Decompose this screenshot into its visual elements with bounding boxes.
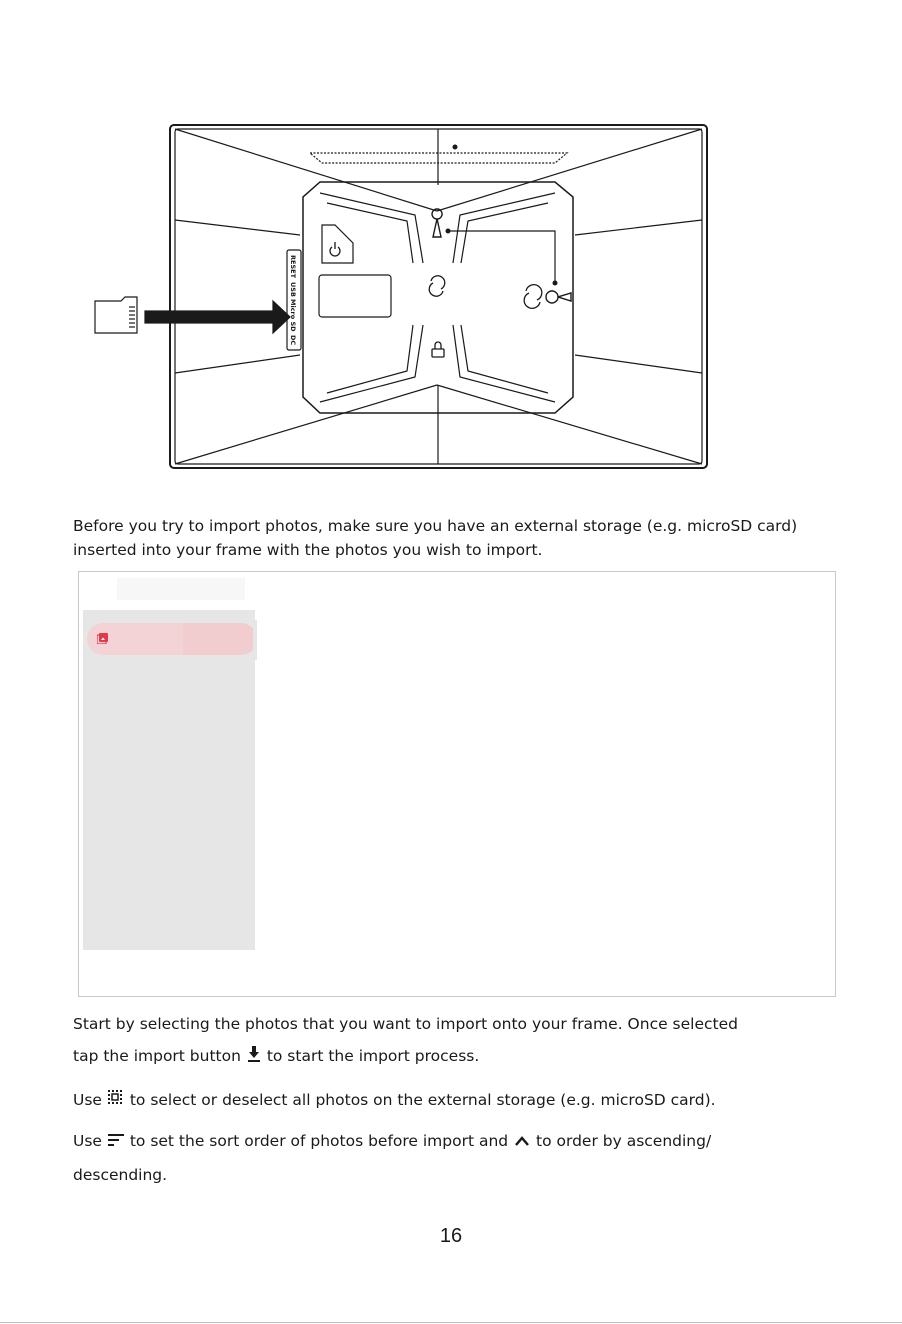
screen-sidebar — [83, 610, 255, 950]
import-download-icon — [246, 1045, 262, 1063]
sidebar-item-highlight — [183, 623, 257, 655]
photos-icon — [97, 633, 108, 644]
instruction-line-2 — [73, 1045, 479, 1065]
select-all-icon — [107, 1089, 125, 1107]
instruction-line-4 — [73, 1132, 711, 1150]
keyhole-icon — [432, 209, 442, 237]
screen-top-bar — [117, 578, 245, 600]
keyhole-icon — [546, 291, 571, 303]
lock-icon — [432, 342, 444, 357]
port-labels — [289, 255, 297, 345]
port-label-micro-sd: Micro SD — [289, 299, 297, 332]
bottom-rule — [0, 1322, 902, 1323]
instruction-text: to start the import process. — [266, 1047, 480, 1065]
sort-icon — [107, 1132, 125, 1148]
intro-paragraph: Before you try to import photos, make sure you have an external storage (e.g. microSD card) inserted into your frame with the photos you wish to import. — [73, 517, 798, 559]
frame-back-illustration — [85, 115, 715, 475]
app-screenshot — [78, 571, 836, 997]
rotate-icon — [524, 285, 542, 309]
instruction-line-3 — [73, 1089, 716, 1109]
page-number: 16 — [439, 1225, 463, 1247]
chevron-up-icon — [513, 1134, 531, 1148]
instruction-text: Use — [73, 1091, 107, 1109]
rotate-icon — [429, 276, 445, 296]
power-icon — [330, 242, 340, 256]
instruction-text: Use — [73, 1132, 107, 1150]
port-label-reset: RESET — [289, 255, 297, 279]
instruction-line-5: descending. — [73, 1166, 168, 1184]
sidebar-tab-notch — [253, 620, 257, 660]
instruction-line-1: Start by selecting the photos that you want to import onto your frame. Once selected — [73, 1015, 738, 1033]
instruction-text: to set the sort order of photos before import and — [129, 1132, 514, 1150]
instruction-text: to order by ascending/ — [536, 1132, 712, 1150]
port-label-usb: USB — [289, 282, 297, 297]
sidebar-item-photos[interactable] — [87, 623, 257, 655]
port-label-dc: DC — [289, 335, 297, 346]
instruction-text: tap the import button — [73, 1047, 241, 1065]
instruction-text: to select or deselect all photos on the external storage (e.g. microSD card). — [129, 1091, 716, 1109]
